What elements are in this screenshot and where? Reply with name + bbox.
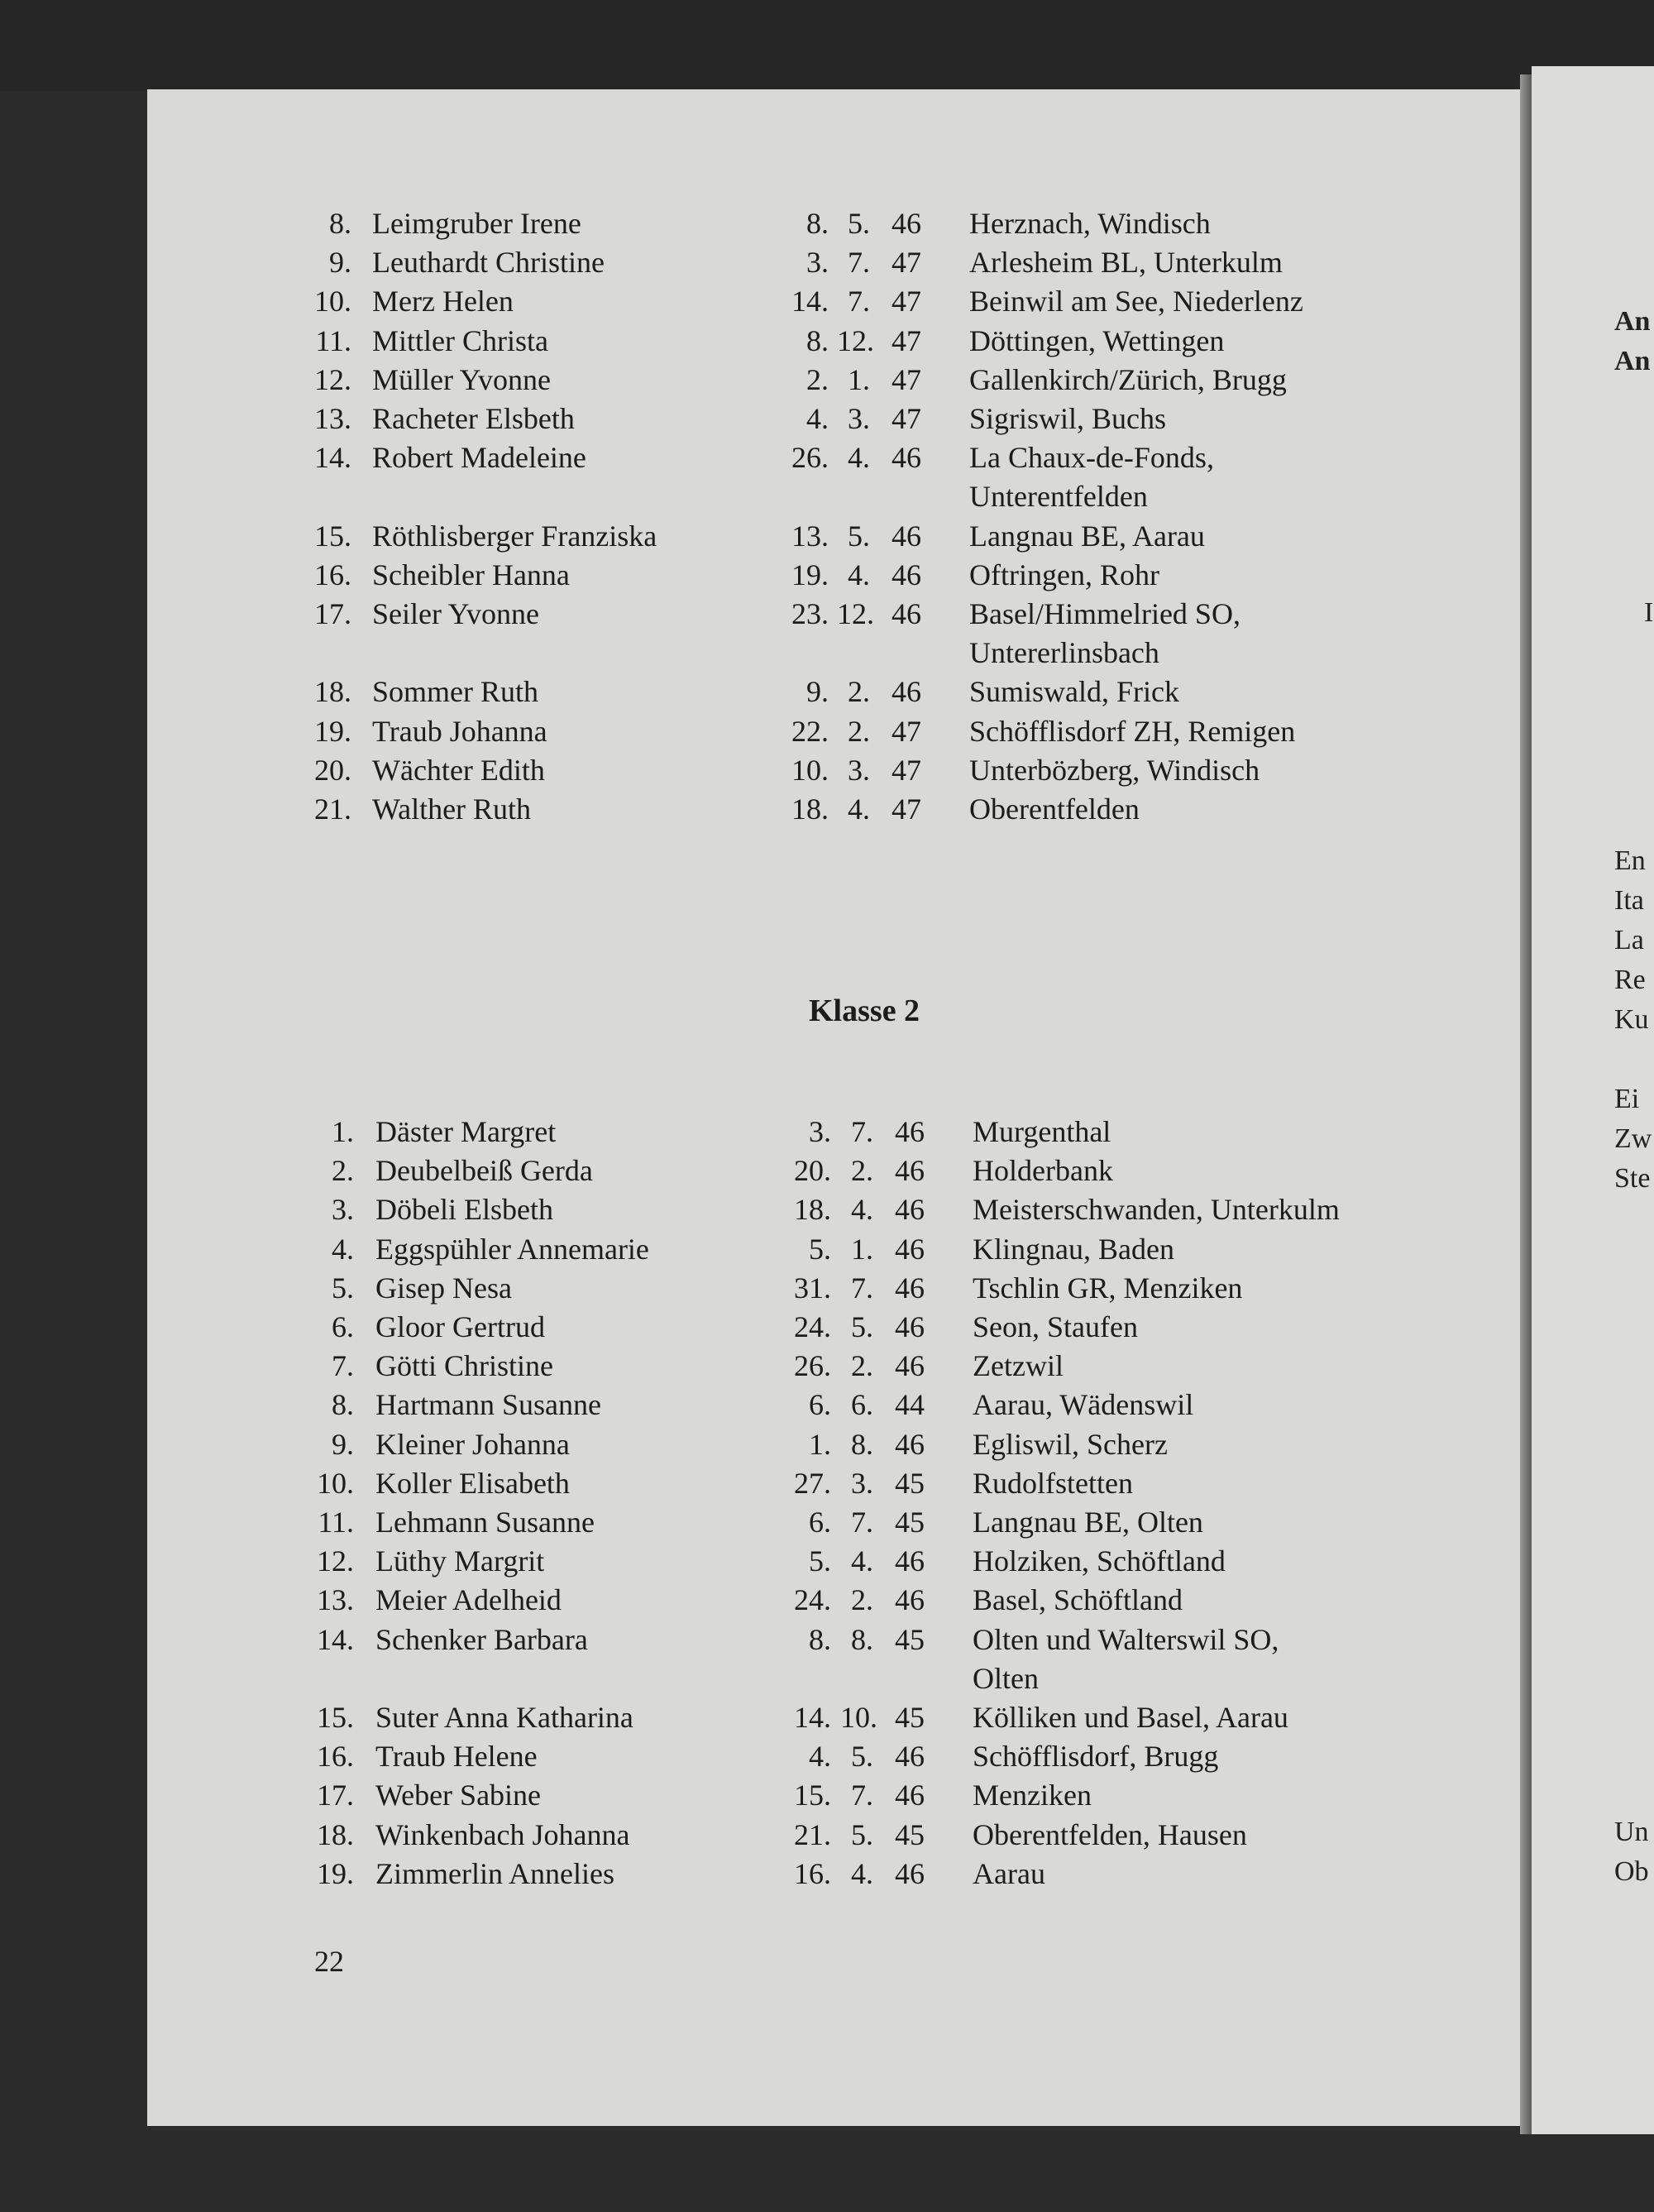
entry-number: 18.: [317, 1817, 354, 1851]
entry-number: 5.: [332, 1271, 354, 1305]
list-item: [0, 1269, 1654, 1307]
entry-name: Suter Anna Katharina: [375, 1701, 633, 1734]
list-item: [0, 361, 1654, 399]
entry-place: Tschlin GR, Menziken: [973, 1271, 1243, 1305]
entry-number: 15.: [314, 519, 351, 553]
entry-number: 14.: [314, 441, 351, 475]
entry-birth-day: 2.: [806, 362, 829, 396]
entry-number: 6.: [332, 1310, 354, 1343]
entry-birth-month: 2.: [851, 1349, 873, 1383]
entry-place: La Chaux-de-Fonds,: [969, 441, 1214, 475]
list-item: [0, 1503, 1654, 1541]
background-top: [0, 0, 1654, 91]
entry-number: 10.: [317, 1466, 354, 1500]
entry-birth-year: 45: [895, 1701, 925, 1734]
list-item: [0, 1386, 1654, 1424]
entry-place: Langnau BE, Olten: [973, 1506, 1203, 1539]
entry-birth-year: 47: [892, 246, 921, 280]
entry-birth-day: 21.: [794, 1817, 831, 1851]
entry-birth-year: 47: [892, 714, 921, 748]
entry-birth-month: 7.: [851, 1115, 873, 1148]
entry-birth-month: 5.: [848, 519, 870, 553]
entry-place: Gallenkirch/Zürich, Brugg: [969, 362, 1287, 396]
list-item: [0, 1347, 1654, 1385]
entry-name: Merz Helen: [372, 285, 514, 318]
entry-place: Oberentfelden: [969, 792, 1140, 826]
entry-place: Langnau BE, Aarau: [969, 519, 1205, 553]
right-page-text-fragment: Ku: [1614, 1004, 1649, 1035]
entry-birth-day: 8.: [806, 323, 829, 357]
entry-birth-year: 46: [895, 1583, 925, 1617]
entry-birth-month: 5.: [851, 1817, 873, 1851]
list-item: [0, 673, 1654, 711]
right-page-text-fragment: Ob: [1614, 1856, 1649, 1887]
entry-birth-year: 47: [892, 323, 921, 357]
entry-birth-month: 5.: [851, 1740, 873, 1774]
entry-place: Holziken, Schöftland: [973, 1544, 1226, 1578]
list-item: [0, 1737, 1654, 1775]
entry-place: Seon, Staufen: [973, 1310, 1138, 1343]
entry-place: Holderbank: [973, 1154, 1113, 1188]
entry-place: Menziken: [973, 1779, 1092, 1812]
entry-birth-year: 46: [892, 675, 921, 709]
entry-place: Schöfflisdorf, Brugg: [973, 1740, 1219, 1774]
entry-birth-year: 46: [892, 207, 921, 240]
entry-name: Koller Elisabeth: [375, 1466, 570, 1500]
list-item: [0, 438, 1654, 476]
list-item: [0, 1542, 1654, 1580]
entry-birth-day: 20.: [794, 1154, 831, 1188]
entry-birth-month: 7.: [848, 285, 870, 318]
entry-birth-day: 3.: [809, 1115, 831, 1148]
list-item: [0, 1816, 1654, 1854]
entry-birth-year: 46: [895, 1544, 925, 1578]
entry-place: Sigriswil, Buchs: [969, 402, 1167, 435]
entry-name: Seiler Yvonne: [372, 597, 540, 630]
entry-place: Aarau: [973, 1856, 1045, 1890]
section-heading-klasse-2: Klasse 2: [809, 993, 920, 1028]
entry-birth-year: 45: [895, 1622, 925, 1656]
entry-place: Murgenthal: [973, 1115, 1111, 1148]
list-item: [0, 595, 1654, 633]
entry-birth-day: 31.: [794, 1271, 831, 1305]
page-number: 22: [314, 1945, 344, 1978]
entry-place: Beinwil am See, Niederlenz: [969, 285, 1303, 318]
entry-birth-month: 4.: [851, 1544, 873, 1578]
entry-birth-day: 26.: [791, 441, 829, 475]
right-page-text-fragment: Un: [1614, 1817, 1649, 1847]
list-item: [0, 1190, 1654, 1228]
entry-name: Röthlisberger Franziska: [372, 519, 657, 553]
list-item: [0, 1776, 1654, 1814]
entry-place: Aarau, Wädenswil: [973, 1388, 1194, 1422]
entry-name: Meier Adelheid: [375, 1583, 562, 1617]
list-item: [0, 1425, 1654, 1463]
entry-birth-month: 8.: [851, 1427, 873, 1461]
entry-name: Wächter Edith: [372, 753, 545, 787]
entry-birth-month: 4.: [848, 792, 870, 826]
entry-birth-month: 7.: [851, 1506, 873, 1539]
entry-birth-year: 46: [895, 1779, 925, 1812]
entry-birth-month: 12.: [837, 323, 874, 357]
entry-birth-year: 45: [895, 1466, 925, 1500]
entry-place: Untererlinsbach: [969, 636, 1159, 670]
entry-birth-month: 2.: [848, 675, 870, 709]
list-item: [0, 712, 1654, 750]
entry-number: 17.: [317, 1779, 354, 1812]
entry-name: Eggspühler Annemarie: [375, 1232, 649, 1266]
entry-birth-day: 5.: [809, 1544, 831, 1578]
entry-name: Gisep Nesa: [375, 1271, 512, 1305]
entry-birth-day: 14.: [791, 285, 829, 318]
entry-name: Racheter Elsbeth: [372, 402, 575, 435]
list-item: [0, 282, 1654, 320]
right-page-text-fragment: Zw: [1614, 1123, 1652, 1154]
entry-birth-day: 10.: [791, 753, 829, 787]
entry-name: Müller Yvonne: [372, 362, 552, 396]
entry-place: Schöfflisdorf ZH, Remigen: [969, 714, 1296, 748]
entry-birth-month: 3.: [851, 1466, 873, 1500]
entry-name: Robert Madeleine: [372, 441, 586, 475]
entry-name: Hartmann Susanne: [375, 1388, 601, 1422]
entry-place: Meisterschwanden, Unterkulm: [973, 1193, 1340, 1227]
entry-place: Sumiswald, Frick: [969, 675, 1180, 709]
entry-place: Kölliken und Basel, Aarau: [973, 1701, 1288, 1734]
entry-place: Olten und Walterswil SO,: [973, 1622, 1279, 1656]
entry-birth-year: 47: [892, 792, 921, 826]
entry-place: Arlesheim BL, Unterkulm: [969, 246, 1283, 280]
entry-name: Lüthy Margrit: [375, 1544, 545, 1578]
entry-birth-day: 14.: [794, 1701, 831, 1734]
entry-place: Basel, Schöftland: [973, 1583, 1183, 1617]
entry-number: 17.: [314, 597, 351, 630]
entry-birth-year: 46: [895, 1154, 925, 1188]
entry-birth-day: 5.: [809, 1232, 831, 1266]
entry-birth-month: 10.: [840, 1701, 877, 1734]
list-item: [0, 1581, 1654, 1619]
entry-birth-year: 46: [895, 1115, 925, 1148]
entry-birth-day: 4.: [809, 1740, 831, 1774]
entry-birth-year: 46: [892, 597, 921, 630]
entry-number: 8.: [332, 1388, 354, 1422]
entry-birth-year: 45: [895, 1817, 925, 1851]
right-page-text-fragment: I: [1644, 597, 1654, 628]
entry-place: Egliswil, Scherz: [973, 1427, 1168, 1461]
entry-number: 14.: [317, 1622, 354, 1656]
entry-birth-day: 18.: [791, 792, 829, 826]
entry-birth-month: 1.: [848, 362, 870, 396]
list-item: [0, 1308, 1654, 1346]
right-page-text-fragment: An: [1614, 346, 1651, 376]
entry-birth-year: 45: [895, 1506, 925, 1539]
entry-name: Traub Johanna: [372, 714, 547, 748]
entry-birth-month: 4.: [848, 441, 870, 475]
entry-place: Oftringen, Rohr: [969, 558, 1159, 591]
entry-birth-month: 2.: [851, 1583, 873, 1617]
entry-place: Unterentfelden: [969, 480, 1148, 514]
list-item: [0, 1855, 1654, 1893]
entry-birth-year: 46: [895, 1349, 925, 1383]
right-page-text-fragment: Ei: [1614, 1084, 1640, 1114]
list-item: [0, 634, 1654, 672]
entry-birth-day: 19.: [791, 558, 829, 591]
list-item: [0, 1621, 1654, 1659]
entry-birth-day: 22.: [791, 714, 829, 748]
entry-birth-day: 6.: [809, 1506, 831, 1539]
entry-birth-year: 47: [892, 285, 921, 318]
entry-name: Weber Sabine: [375, 1779, 542, 1812]
entry-birth-month: 6.: [851, 1388, 873, 1422]
entry-birth-month: 5.: [851, 1310, 873, 1343]
entry-name: Däster Margret: [375, 1115, 557, 1148]
entry-number: 16.: [317, 1740, 354, 1774]
entry-birth-month: 3.: [848, 402, 870, 435]
list-item: [0, 751, 1654, 789]
entry-name: Gloor Gertrud: [375, 1310, 545, 1343]
entry-birth-year: 46: [895, 1271, 925, 1305]
entry-birth-day: 3.: [806, 246, 829, 280]
right-page-text-fragment: La: [1614, 925, 1644, 955]
list-item: [0, 790, 1654, 828]
entry-number: 11.: [315, 323, 351, 357]
entry-birth-year: 46: [895, 1427, 925, 1461]
entry-number: 7.: [332, 1349, 354, 1383]
list-item: [0, 1698, 1654, 1736]
entry-birth-day: 23.: [791, 597, 829, 630]
entry-birth-year: 44: [895, 1388, 925, 1422]
entry-name: Schenker Barbara: [375, 1622, 588, 1656]
entry-name: Mittler Christa: [372, 323, 548, 357]
entry-birth-month: 7.: [851, 1779, 873, 1812]
entry-number: 9.: [332, 1427, 354, 1461]
entry-number: 21.: [314, 792, 351, 826]
entry-number: 19.: [314, 714, 351, 748]
entry-birth-year: 46: [895, 1740, 925, 1774]
right-page-text-fragment: Ste: [1614, 1163, 1651, 1194]
entry-birth-month: 4.: [851, 1193, 873, 1227]
entry-number: 4.: [332, 1232, 354, 1266]
entry-place: Olten: [973, 1661, 1039, 1695]
entry-number: 1.: [332, 1115, 354, 1148]
entry-birth-day: 24.: [794, 1583, 831, 1617]
entry-place: Basel/Himmelried SO,: [969, 597, 1240, 630]
entry-birth-year: 46: [892, 441, 921, 475]
list-item: [0, 556, 1654, 594]
entry-birth-year: 46: [895, 1856, 925, 1890]
list-item: [0, 243, 1654, 281]
entry-birth-month: 7.: [851, 1271, 873, 1305]
entry-number: 15.: [317, 1701, 354, 1734]
entry-number: 12.: [317, 1544, 354, 1578]
entry-place: Zetzwil: [973, 1349, 1064, 1383]
entry-birth-month: 12.: [837, 597, 874, 630]
entry-birth-day: 8.: [806, 207, 829, 240]
entry-birth-day: 16.: [794, 1856, 831, 1890]
entry-birth-day: 6.: [809, 1388, 831, 1422]
entry-birth-day: 9.: [806, 675, 829, 709]
entry-birth-month: 4.: [848, 558, 870, 591]
entry-name: Leuthardt Christine: [372, 246, 605, 280]
entry-name: Kleiner Johanna: [375, 1427, 570, 1461]
entry-birth-day: 1.: [809, 1427, 831, 1461]
list-item: [0, 1464, 1654, 1502]
right-page-text-fragment: An: [1614, 306, 1651, 337]
entry-birth-day: 8.: [809, 1622, 831, 1656]
entry-birth-day: 27.: [794, 1466, 831, 1500]
right-page-text-fragment: Re: [1614, 965, 1646, 995]
list-item: [0, 1113, 1654, 1151]
entry-birth-year: 46: [895, 1310, 925, 1343]
entry-number: 3.: [332, 1193, 354, 1227]
entry-birth-month: 2.: [851, 1154, 873, 1188]
entry-birth-day: 18.: [794, 1193, 831, 1227]
entry-birth-day: 15.: [794, 1779, 831, 1812]
list-item: [0, 1151, 1654, 1190]
list-item: [0, 1230, 1654, 1268]
entry-place: Oberentfelden, Hausen: [973, 1817, 1247, 1851]
entry-birth-year: 46: [895, 1193, 925, 1227]
entry-birth-month: 1.: [851, 1232, 873, 1266]
entry-place: Klingnau, Baden: [973, 1232, 1174, 1266]
entry-birth-year: 47: [892, 753, 921, 787]
entry-birth-month: 4.: [851, 1856, 873, 1890]
entry-birth-year: 46: [892, 519, 921, 553]
entry-name: Winkenbach Johanna: [375, 1817, 630, 1851]
entry-number: 10.: [314, 285, 351, 318]
entry-place: Herznach, Windisch: [969, 207, 1211, 240]
entry-name: Scheibler Hanna: [372, 558, 570, 591]
list-item: [0, 400, 1654, 438]
entry-number: 8.: [329, 207, 351, 240]
entry-birth-day: 24.: [794, 1310, 831, 1343]
entry-birth-month: 8.: [851, 1622, 873, 1656]
entry-birth-year: 46: [892, 558, 921, 591]
entry-name: Zimmerlin Annelies: [375, 1856, 614, 1890]
entry-name: Leimgruber Irene: [372, 207, 581, 240]
entry-place: Unterbözberg, Windisch: [969, 753, 1260, 787]
right-page-text-fragment: Ita: [1614, 885, 1644, 916]
entry-birth-month: 7.: [848, 246, 870, 280]
entry-number: 18.: [314, 675, 351, 709]
entry-birth-month: 2.: [848, 714, 870, 748]
entry-number: 11.: [318, 1506, 354, 1539]
entry-birth-day: 26.: [794, 1349, 831, 1383]
entry-name: Walther Ruth: [372, 792, 532, 826]
list-item: [0, 517, 1654, 555]
entry-birth-year: 47: [892, 362, 921, 396]
list-item: [0, 477, 1654, 515]
entry-number: 12.: [314, 362, 351, 396]
entry-birth-month: 3.: [848, 753, 870, 787]
entry-name: Traub Helene: [375, 1740, 538, 1774]
list-item: [0, 322, 1654, 360]
entry-number: 13.: [314, 402, 351, 435]
entry-name: Döbeli Elsbeth: [375, 1193, 553, 1227]
entry-number: 9.: [329, 246, 351, 280]
entry-place: Rudolfstetten: [973, 1466, 1133, 1500]
entry-number: 2.: [332, 1154, 354, 1188]
entry-number: 20.: [314, 753, 351, 787]
entry-name: Götti Christine: [375, 1349, 553, 1383]
entry-name: Lehmann Susanne: [375, 1506, 595, 1539]
list-item: [0, 1659, 1654, 1697]
entry-birth-year: 46: [895, 1232, 925, 1266]
entry-number: 13.: [317, 1583, 354, 1617]
entry-place: Döttingen, Wettingen: [969, 323, 1225, 357]
right-page-text-fragment: En: [1614, 845, 1646, 876]
entry-birth-month: 5.: [848, 207, 870, 240]
entry-number: 16.: [314, 558, 351, 591]
entry-number: 19.: [317, 1856, 354, 1890]
entry-birth-day: 4.: [806, 402, 829, 435]
list-item: [0, 204, 1654, 242]
entry-name: Deubelbeiß Gerda: [375, 1154, 593, 1188]
entry-birth-day: 13.: [791, 519, 829, 553]
entry-birth-year: 47: [892, 402, 921, 435]
entry-name: Sommer Ruth: [372, 675, 539, 709]
